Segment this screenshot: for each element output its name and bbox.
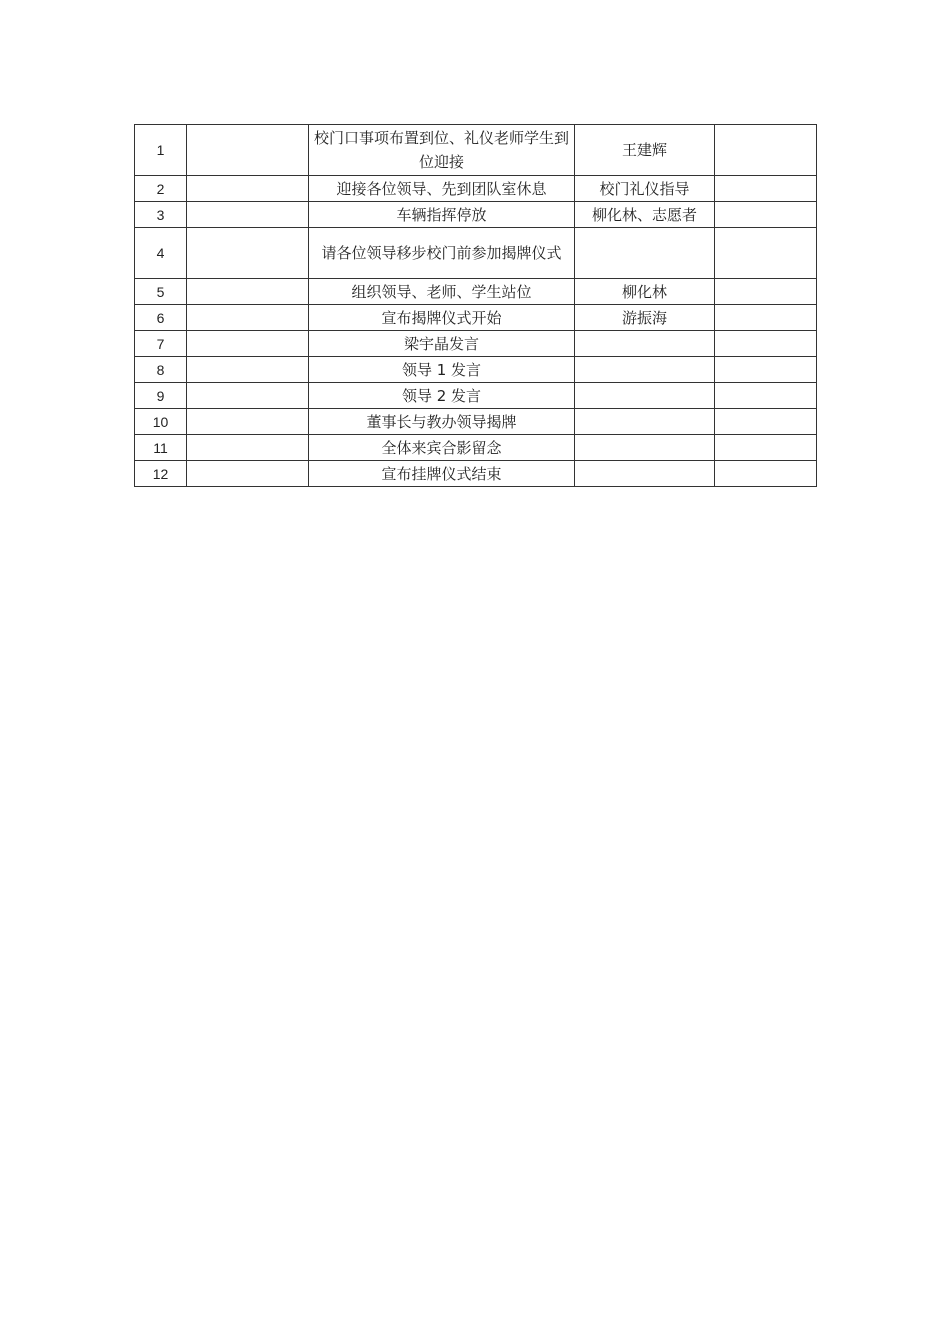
note-cell (715, 125, 817, 176)
row-number-cell: 8 (135, 357, 187, 383)
item-cell: 组织领导、老师、学生站位 (309, 279, 575, 305)
table-row (135, 305, 817, 331)
person-cell (575, 331, 715, 357)
row-number-cell: 2 (135, 176, 187, 202)
note-cell (715, 435, 817, 461)
table-row (135, 202, 817, 228)
item-cell: 宣布挂牌仪式结束 (309, 461, 575, 487)
row-number-cell: 1 (135, 125, 187, 176)
table-row (135, 435, 817, 461)
note-cell (715, 383, 817, 409)
row-number-cell: 10 (135, 409, 187, 435)
item-cell: 董事长与教办领导揭牌 (309, 409, 575, 435)
person-cell (575, 435, 715, 461)
time-cell (187, 435, 309, 461)
person-cell (575, 409, 715, 435)
time-cell (187, 383, 309, 409)
note-cell (715, 176, 817, 202)
item-cell: 宣布揭牌仪式开始 (309, 305, 575, 331)
person-cell: 柳化林、志愿者 (575, 202, 715, 228)
item-cell: 全体来宾合影留念 (309, 435, 575, 461)
table-row (135, 409, 817, 435)
person-cell: 柳化林 (575, 279, 715, 305)
note-cell (715, 279, 817, 305)
row-number-cell: 12 (135, 461, 187, 487)
note-cell (715, 228, 817, 279)
schedule-table-body (135, 125, 817, 487)
row-number-cell: 9 (135, 383, 187, 409)
note-cell (715, 331, 817, 357)
person-cell (575, 357, 715, 383)
item-cell: 领导 1 发言 (309, 357, 575, 383)
item-cell: 梁宇晶发言 (309, 331, 575, 357)
time-cell (187, 228, 309, 279)
person-cell (575, 461, 715, 487)
person-cell: 王建辉 (575, 125, 715, 176)
time-cell (187, 357, 309, 383)
time-cell (187, 125, 309, 176)
person-cell (575, 228, 715, 279)
time-cell (187, 305, 309, 331)
time-cell (187, 331, 309, 357)
table-row (135, 228, 817, 279)
item-cell: 车辆指挥停放 (309, 202, 575, 228)
table-row (135, 279, 817, 305)
time-cell (187, 176, 309, 202)
table-row (135, 176, 817, 202)
person-cell (575, 383, 715, 409)
time-cell (187, 202, 309, 228)
item-cell: 迎接各位领导、先到团队室休息 (309, 176, 575, 202)
table-row (135, 357, 817, 383)
note-cell (715, 357, 817, 383)
note-cell (715, 202, 817, 228)
table-row (135, 331, 817, 357)
item-cell: 请各位领导移步校门前参加揭牌仪式 (309, 228, 575, 279)
time-cell (187, 279, 309, 305)
table-row (135, 125, 817, 176)
time-cell (187, 461, 309, 487)
ceremony-schedule-table (134, 124, 817, 487)
row-number-cell: 5 (135, 279, 187, 305)
note-cell (715, 461, 817, 487)
time-cell (187, 409, 309, 435)
row-number-cell: 11 (135, 435, 187, 461)
table-row (135, 383, 817, 409)
row-number-cell: 3 (135, 202, 187, 228)
item-cell: 校门口事项布置到位、礼仪老师学生到位迎接 (309, 125, 575, 176)
note-cell (715, 409, 817, 435)
row-number-cell: 4 (135, 228, 187, 279)
row-number-cell: 6 (135, 305, 187, 331)
person-cell: 游振海 (575, 305, 715, 331)
table-row (135, 461, 817, 487)
row-number-cell: 7 (135, 331, 187, 357)
person-cell: 校门礼仪指导 (575, 176, 715, 202)
note-cell (715, 305, 817, 331)
item-cell: 领导 2 发言 (309, 383, 575, 409)
